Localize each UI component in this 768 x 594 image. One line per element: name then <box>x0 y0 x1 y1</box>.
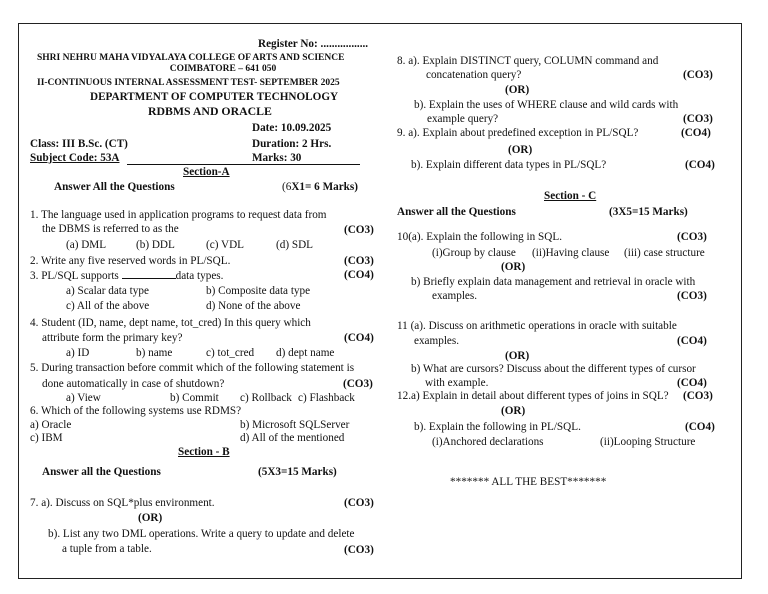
q7b-co: (CO3) <box>344 544 374 556</box>
q5-option-a: a) View <box>66 392 101 404</box>
q8b-co: (CO3) <box>683 113 713 125</box>
q4-option-d: d) dept name <box>276 347 335 359</box>
q5-text-cont: done automatically in case of shutdown? <box>42 378 225 390</box>
q3-option-d: d) None of the above <box>206 300 301 312</box>
q5-option-c: c) Rollback <box>240 392 292 404</box>
q9a-text: 9. a). Explain about predefined exception in PL/SQL? <box>397 127 639 139</box>
q3-option-b: b) Composite data type <box>206 285 311 297</box>
q12a-text: 12.a) Explain in detail about different types of joins in SQL? <box>397 390 669 402</box>
q8b-text: b). Explain the uses of WHERE clause and wild cards with <box>414 99 679 111</box>
q12b-item-1: (i)Anchored declarations <box>432 436 544 448</box>
header-underline <box>127 164 360 165</box>
q1-text-cont: the DBMS is referred to as the <box>42 223 179 235</box>
exam-date: Date: 10.09.2025 <box>252 122 332 134</box>
q8a-text: 8. a). Explain DISTINCT query, COLUMN command and <box>397 55 659 67</box>
subject-name: RDBMS AND ORACLE <box>148 104 272 118</box>
q3-co: (CO4) <box>344 269 374 281</box>
section-b-marks: (5X3=15 Marks) <box>258 466 337 478</box>
q7-or: (OR) <box>138 512 163 524</box>
q5-option-b: b) Commit <box>170 392 219 404</box>
q1-text: 1. The language used in application programs to request data from <box>30 209 327 221</box>
q10b-text: b) Briefly explain data management and retrieval in oracle with <box>411 276 696 288</box>
q3-text: 3. PL/SQL supports data types. <box>30 270 224 282</box>
q10a-co: (CO3) <box>677 231 707 243</box>
section-c-marks: (3X5=15 Marks) <box>609 206 688 218</box>
q6-option-c: c) IBM <box>30 432 63 444</box>
q8a-co: (CO3) <box>683 69 713 81</box>
q11a-co: (CO4) <box>677 335 707 347</box>
q7a-text: 7. a). Discuss on SQL*plus environment. <box>30 497 215 509</box>
closing-note: ******* ALL THE BEST******* <box>450 476 607 488</box>
section-c-instruction: Answer all the Questions <box>397 206 516 218</box>
register-number: Register No: ................. <box>258 38 369 50</box>
duration-label: Duration: 2 Hrs. <box>252 138 332 150</box>
q9b-co: (CO4) <box>685 159 715 171</box>
q8a-text-cont: concatenation query? <box>426 69 522 81</box>
q11a-text-cont: examples. <box>414 335 460 347</box>
q3-blank <box>122 269 176 279</box>
q12-or: (OR) <box>501 405 526 417</box>
q4-co: (CO4) <box>344 332 374 344</box>
department-name: DEPARTMENT OF COMPUTER TECHNOLOGY <box>90 91 339 103</box>
q11b-text: b) What are cursors? Discuss about the different types of cursor <box>411 363 696 375</box>
q12b-item-2: (ii)Looping Structure <box>600 436 696 448</box>
q12b-text: b). Explain the following in PL/SQL. <box>414 421 581 433</box>
class-label: Class: III B.Sc. (CT) <box>30 138 128 150</box>
q6-option-a: a) Oracle <box>30 419 72 431</box>
total-marks: Marks: 30 <box>252 152 302 164</box>
section-c-title: Section - C <box>544 190 597 202</box>
q9-or: (OR) <box>508 144 533 156</box>
q2-co: (CO3) <box>344 255 374 267</box>
q1-option-b: (b) DDL <box>136 239 175 251</box>
q4-text-cont: attribute form the primary key? <box>42 332 183 344</box>
q10a-item-2: (ii)Having clause <box>532 247 610 259</box>
section-b-instruction: Answer all the Questions <box>42 466 161 478</box>
q6-text: 6. Which of the following systems use RDMS? <box>30 405 242 417</box>
q11b-text-cont: with example. <box>425 377 489 389</box>
q5-option-d: c) Flashback <box>298 392 355 404</box>
q1-co: (CO3) <box>344 224 374 236</box>
q1-option-d: (d) SDL <box>276 239 313 251</box>
q9a-co: (CO4) <box>681 127 711 139</box>
q4-option-a: a) ID <box>66 347 90 359</box>
q4-option-c: c) tot_cred <box>206 347 255 359</box>
q3-option-a: a) Scalar data type <box>66 285 149 297</box>
q10a-item-1: (i)Group by clause <box>432 247 516 259</box>
q3-option-c: c) All of the above <box>66 300 150 312</box>
q8-or: (OR) <box>505 84 530 96</box>
q12a-co: (CO3) <box>683 390 713 402</box>
q11a-text: 11 (a). Discuss on arithmetic operations in oracle with suitable <box>397 320 677 332</box>
q1-option-c: (c) VDL <box>206 239 245 251</box>
q4-option-b: b) name <box>136 347 173 359</box>
test-title: II-CONTINUOUS INTERNAL ASSESSMENT TEST- SEPTEMBER 2025 <box>37 78 340 88</box>
college-name: SHRI NEHRU MAHA VIDYALAYA COLLEGE OF ARTS AND SCIENCE <box>37 53 345 63</box>
q11-or: (OR) <box>505 350 530 362</box>
q7b-text-cont: a tuple from a table. <box>62 543 152 555</box>
q12b-co: (CO4) <box>685 421 715 433</box>
q9b-text: b). Explain different data types in PL/SQL? <box>411 159 607 171</box>
q1-option-a: (a) DML <box>66 239 107 251</box>
college-city: COIMBATORE – 641 050 <box>169 64 277 74</box>
q5-co: (CO3) <box>343 378 373 390</box>
section-a-title: Section-A <box>183 166 230 178</box>
q8b-text-cont: example query? <box>427 113 499 125</box>
q10b-co: (CO3) <box>677 290 707 302</box>
q11b-co: (CO4) <box>677 377 707 389</box>
subject-code: Subject Code: 53A <box>30 152 120 164</box>
q5-text: 5. During transaction before commit which of the following statement is <box>30 362 355 374</box>
q7b-text: b). List any two DML operations. Write a query to update and delete <box>48 528 355 540</box>
section-a-marks: (6X1= 6 Marks) <box>282 181 358 193</box>
q4-text: 4. Student (ID, name, dept name, tot_cred) In this query which <box>30 317 311 329</box>
q10-or: (OR) <box>501 261 526 273</box>
section-a-instruction: Answer All the Questions <box>54 181 175 193</box>
section-b-title: Section - B <box>178 446 230 458</box>
q2-text: 2. Write any five reserved words in PL/SQL. <box>30 255 231 267</box>
q10a-text: 10(a). Explain the following in SQL. <box>397 231 562 243</box>
q6-option-d: d) All of the mentioned <box>240 432 345 444</box>
q7a-co: (CO3) <box>344 497 374 509</box>
q10a-item-3: (iii) case structure <box>624 247 705 259</box>
q6-option-b: b) Microsoft SQLServer <box>240 419 350 431</box>
q10b-text-cont: examples. <box>432 290 478 302</box>
